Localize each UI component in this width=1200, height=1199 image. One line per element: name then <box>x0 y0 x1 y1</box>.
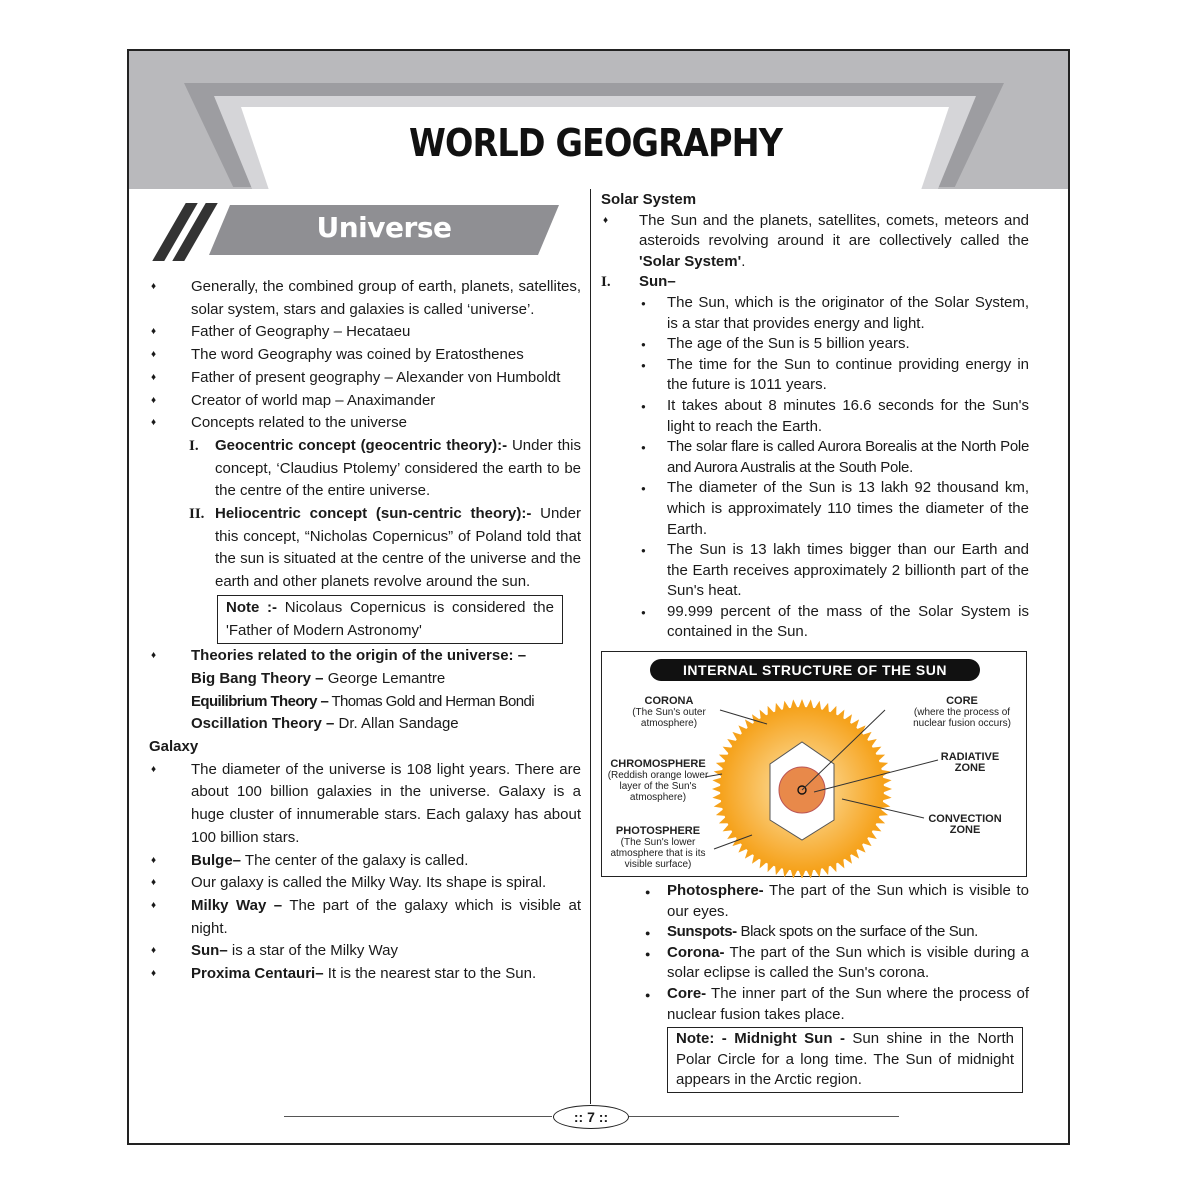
solar-text: The Sun and the planets, satellites, comets, meteors and asteroids revolving around it are collectively called the <box>639 211 1029 250</box>
item-bold: Corona- <box>667 943 725 961</box>
item-text: The inner part of the Sun where the process of nuclear fusion takes place. <box>667 985 1029 1023</box>
label-desc: (The Sun's outer atmosphere) <box>632 707 706 730</box>
list-item <box>149 940 581 963</box>
item-bold: Milky Way – <box>191 896 283 914</box>
list-item <box>601 881 1029 922</box>
list-item: ● 99.999 percent of the mass of the Solar System is contained in the Sun. <box>601 602 1029 643</box>
item-text: The part of the Sun which is visible during a solar eclipse is called the Sun's corona. <box>667 943 1029 982</box>
label-convection-zone <box>920 814 1010 836</box>
list-item: ● The age of the Sun is 5 billion years. <box>601 334 1029 355</box>
label-photosphere <box>606 826 710 870</box>
item-bold: Sunspots- <box>667 923 737 941</box>
item-bold: Bulge– <box>191 851 242 869</box>
list-item: ♦ Generally, the combined group of earth, planets, satellites, solar system, stars and galaxies is called ‘universe’. <box>149 276 581 321</box>
list-item: ♦ Concepts related to the universe <box>149 412 581 435</box>
sun-structure-diagram <box>601 651 1027 877</box>
solar-text-bold: 'Solar System' <box>639 252 742 270</box>
note-text: Nicolaus Copernicus is considered the 'Father of Modern Astronomy' <box>226 598 554 639</box>
note-label: Note :- <box>226 598 278 616</box>
note-copernicus <box>217 595 563 644</box>
label-title: CHROMOSPHERE <box>610 758 706 771</box>
label-title: CONVECTION ZONE <box>928 813 1002 837</box>
list-item <box>149 850 581 873</box>
label-title: RADIATIVE ZONE <box>940 751 1000 775</box>
list-item <box>149 895 581 940</box>
theory-item <box>149 668 581 691</box>
label-desc: (The Sun's lower atmosphere that is its visible surface) <box>610 837 706 871</box>
list-item: ● It takes about 8 minutes 16.6 seconds for the Sun's light to reach the Earth. <box>601 396 1029 437</box>
right-column <box>601 190 1029 1093</box>
item-text: Our galaxy is called the Milky Way. Its shape is spiral. <box>191 874 547 892</box>
note-midnight-sun <box>667 1027 1023 1093</box>
galaxy-heading: Galaxy <box>149 738 199 756</box>
item-text: Black spots on the surface of the Sun. <box>736 923 978 941</box>
item-text: The diameter of the universe is 108 light years. There are about 100 billion galaxies in the universe. Galaxy is a huge cluster of innumerable stars. Each galaxy has about 100 billion stars. <box>191 760 581 846</box>
item-text: The part of the Sun which is visible to our eyes. <box>667 882 1029 920</box>
label-desc: (where the process of nuclear fusion occurs) <box>913 707 1011 730</box>
sun-layers-list <box>601 881 1029 1025</box>
page <box>127 49 1070 1145</box>
list-item <box>601 922 1029 943</box>
note-label: Note: - Midnight Sun - <box>676 1030 845 1048</box>
theory-item <box>149 691 581 714</box>
concept-number: I. <box>189 437 199 454</box>
label-core <box>898 696 1026 729</box>
solar-system-heading: Solar System <box>601 191 697 208</box>
list-item <box>149 759 581 850</box>
list-item <box>149 872 581 895</box>
label-title: PHOTOSPHERE <box>615 825 701 838</box>
section-banner-universe <box>151 189 567 259</box>
concept-text: Under this concept, “Nicholas Copernicus” of Poland told that the sun is situated at the centre of the universe and the earth and other planets revolve around the sun. <box>215 505 581 591</box>
solar-list <box>601 211 1029 273</box>
theory-value: Thomas Gold and Herman Bondi <box>328 692 534 710</box>
sun-facts-list <box>601 293 1029 643</box>
concept-geocentric <box>149 435 581 503</box>
item-text: The center of the galaxy is called. <box>241 851 469 869</box>
list-item: ♦ Creator of world map – Anaximander <box>149 390 581 413</box>
sun-heading: Sun– <box>639 273 676 291</box>
sun-number: I. <box>601 274 611 291</box>
theories-heading-text: Theories related to the origin of the universe: – <box>191 647 527 665</box>
galaxy-list <box>149 759 581 986</box>
list-item: ♦ The word Geography was coined by Eratosthenes <box>149 344 581 367</box>
note-text: Sun shine in the North Polar Circle for a long time. The Sun of midnight appears in the Arctic region. <box>676 1030 1014 1089</box>
item-text: It is the nearest star to the Sun. <box>323 965 537 983</box>
label-corona <box>616 696 722 729</box>
header <box>129 51 1068 189</box>
theory-item <box>149 713 581 736</box>
list-item: ● The Sun, which is the originator of the Solar System, is a star that provides energy and light. <box>601 293 1029 334</box>
item-text: The part of the galaxy which is visible at night. <box>191 896 582 937</box>
concept-heliocentric <box>149 503 581 594</box>
sun-heading-row <box>601 272 1029 293</box>
list-item: ♦ Father of present geography – Alexander von Humboldt <box>149 367 581 390</box>
theory-name: Big Bang Theory – <box>191 669 324 687</box>
page-number: :: 7 :: <box>553 1105 629 1129</box>
diagram-title: INTERNAL STRUCTURE OF THE SUN <box>650 659 980 681</box>
item-bold: Sun– <box>191 942 228 960</box>
label-radiative-zone <box>930 752 1010 774</box>
footer-rule-left <box>284 1116 552 1117</box>
theory-value: Dr. Allan Sandage <box>334 715 459 733</box>
concept-text: Under this concept, ‘Claudius Ptolemy’ considered the earth to be the centre of the entire universe. <box>215 436 581 500</box>
column-divider <box>590 189 591 1104</box>
list-item: ● The Sun is 13 lakh times bigger than our Earth and the Earth receives approximately 2 billionth part of the Sun's heat. <box>601 540 1029 602</box>
page-title: WORLD GEOGRAPHY <box>408 121 783 165</box>
intro-list <box>149 276 581 435</box>
list-item: ● The time for the Sun to continue providing energy in the future is 1011 years. <box>601 355 1029 396</box>
concept-title: Geocentric concept (geocentric theory):- <box>215 436 508 454</box>
theories-heading <box>149 645 581 668</box>
label-title: CORE <box>946 695 978 708</box>
item-bold: Core- <box>667 985 707 1003</box>
item-bold: Proxima Centauri– <box>191 965 324 983</box>
list-item: ♦ Father of Geography – Hecataeu <box>149 321 581 344</box>
concept-title: Heliocentric concept (sun-centric theory):- <box>215 505 532 523</box>
list-item <box>601 943 1029 984</box>
item-text: is a star of the Milky Way <box>227 942 399 960</box>
list-item <box>149 963 581 986</box>
solar-text-end: . <box>741 252 746 270</box>
section-title: Universe <box>316 211 452 244</box>
concept-number: II. <box>189 506 205 523</box>
list-item <box>601 211 1029 273</box>
list-item: ● The solar flare is called Aurora Borealis at the North Pole and Aurora Australis at the South Pole. <box>601 437 1029 478</box>
label-title: CORONA <box>644 695 694 708</box>
list-item <box>601 984 1029 1025</box>
left-column <box>149 276 581 986</box>
theory-name: Oscillation Theory – <box>191 715 335 733</box>
theories-list <box>149 645 581 668</box>
list-item: ● The diameter of the Sun is 13 lakh 92 thousand km, which is approximately 110 times the diameter of the Earth. <box>601 478 1029 540</box>
label-chromosphere <box>604 759 712 803</box>
footer-rule-right <box>629 1116 899 1117</box>
theory-value: George Lemantre <box>323 669 446 687</box>
item-bold: Photosphere- <box>667 882 764 900</box>
label-desc: (Reddish orange lower layer of the Sun's atmosphere) <box>607 770 709 804</box>
theory-name: Equilibrium Theory – <box>191 692 329 710</box>
